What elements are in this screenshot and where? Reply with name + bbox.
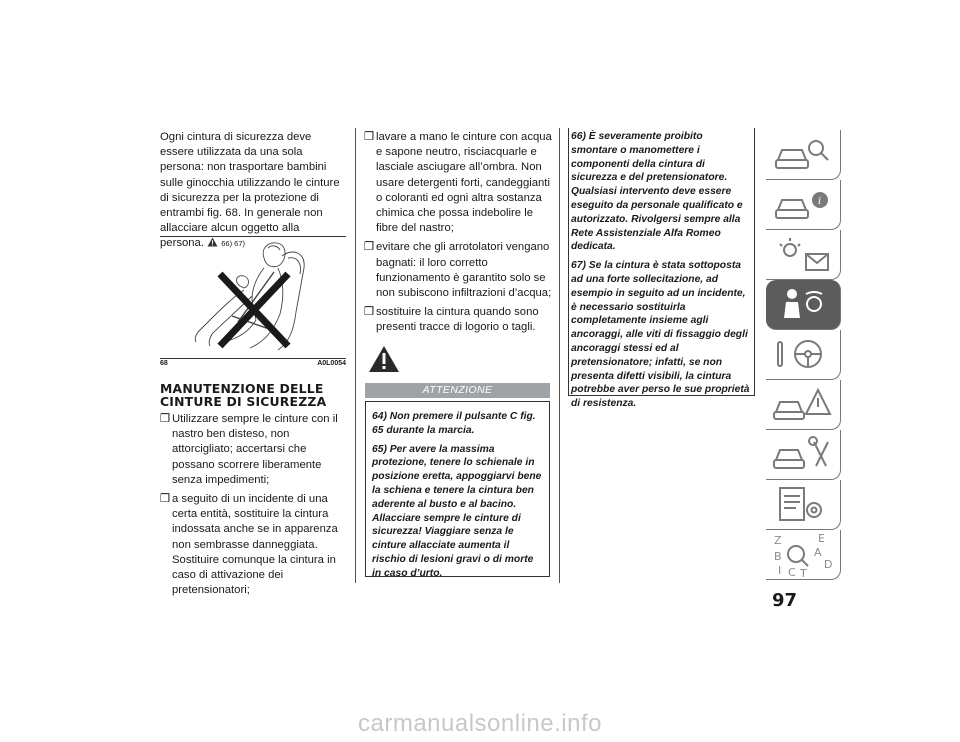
svg-text:A: A <box>814 546 822 559</box>
list-item: ❒ sostituire la cintura quando sono presenti tracce di logorio o tagli. <box>364 306 539 334</box>
warning-light-mail-icon <box>766 230 841 280</box>
svg-text:i: i <box>818 196 822 207</box>
tab-safety[interactable] <box>766 280 841 330</box>
figure-code: A0L0054 <box>317 360 346 367</box>
section-title: MANUTENZIONE DELLE CINTURE DI SICUREZZA <box>160 381 327 409</box>
column-1 <box>160 130 346 253</box>
attention-box <box>365 401 550 577</box>
tab-index[interactable] <box>766 530 841 580</box>
list-item: ❒ lavare a mano le cinture con acqua e sapone neutro, risciacquarle e lasciale asciugare all’ombra. Non usare detergenti forti, candeggianti o coloranti ed ogni altra sostanza chimica che possa indebolire le fibre del nastro; <box>364 131 552 235</box>
intro-text: Ogni cintura di sicurezza deve essere utilizzata da una sola persona: non trasportare bambini sulle ginocchia utilizzando le cinture di sicurezza per la protezione di entrambi fig. 68. In generale non allacciare alcun oggetto alla persona. <box>160 131 340 250</box>
note-64: 64) Non premere il pulsante C fig. 65 durante la marcia. <box>372 411 536 436</box>
car-crash-warning-icon <box>766 380 841 430</box>
checkbox-bullet-icon: ❒ <box>364 131 375 143</box>
maintenance-list-2 <box>364 130 554 340</box>
tab-warning-lights[interactable] <box>766 230 841 280</box>
checkbox-bullet-icon: ❒ <box>160 493 171 506</box>
figure-68 <box>160 236 346 370</box>
watermark: carmanualsonline.info <box>358 710 602 737</box>
svg-text:Z: Z <box>774 534 782 547</box>
car-wrench-icon <box>766 430 841 480</box>
svg-text:E: E <box>818 532 825 545</box>
svg-text:C: C <box>788 566 796 579</box>
note-references: 66) 67) <box>221 239 246 249</box>
checkbox-bullet-icon: ❒ <box>160 413 171 425</box>
spec-list-gear-icon <box>766 480 841 530</box>
tab-car-info[interactable] <box>766 180 841 230</box>
svg-text:D: D <box>824 558 833 571</box>
maintenance-list-1 <box>160 412 350 602</box>
alphabet-index-icon <box>766 530 841 580</box>
tab-car-search[interactable] <box>766 130 841 180</box>
intro-paragraph <box>160 130 346 253</box>
notes-box <box>568 128 755 410</box>
list-item: ❒ evitare che gli arrotolatori vengano bagnati: il loro corretto funzionamento è garantito solo se non subiscono infiltrazioni d’acqua; <box>364 241 552 300</box>
note-66: 66) È severamente proibito smontare o manomettere i componenti della cintura di sicurezza e del pretensionatore. Qualsiasi intervento deve essere eseguito da personale qualificato e autorizzato. Rivolgersi sempre alla Rete Assistenziale Alfa Romeo dedicata. <box>571 131 743 253</box>
steering-wheel-icon <box>766 330 841 380</box>
svg-text:I: I <box>778 564 782 577</box>
attention-title: ATTENZIONE <box>365 383 550 398</box>
tab-driving[interactable] <box>766 330 841 380</box>
page-number: 97 <box>772 590 798 611</box>
car-info-icon <box>766 180 841 230</box>
airbag-seatbelt-icon <box>766 280 841 330</box>
car-search-icon <box>766 130 841 180</box>
svg-text:B: B <box>774 550 782 563</box>
svg-text:T: T <box>800 567 807 580</box>
note-67: 67) Se la cintura è stata sottoposta ad una forte sollecitazione, ad esempio in seguito ad un incidente, è necessario sostituirla completamente insieme agli ancoraggi, alle viti di fissaggio degli ancoraggi stessi ed al pretensionatore; infatti, se non presenta difetti visibili, la cintura potrebbe aver perso le sue proprietà di resistenza. <box>571 260 750 410</box>
warning-triangle-large-icon <box>368 345 400 378</box>
figure-number: 68 <box>160 360 168 367</box>
checkbox-bullet-icon: ❒ <box>364 306 375 319</box>
child-on-lap-illustration <box>160 238 346 358</box>
note-65: 65) Per avere la massima protezione, tenere lo schienale in posizione eretta, appoggiarvi bene la schiena e tenere la cintura ben aderente al busto e al bacino. Allacciare sempre le cinture di sicurezza! Viaggiare senza le cinture allacciate aumenta il rischio di lesioni gravi o di morte in caso d’urto. <box>372 443 542 579</box>
tab-emergency[interactable] <box>766 380 841 430</box>
list-item: ❒ Utilizzare sempre le cinture con il nastro ben disteso, non attorcigliato; accertarsi che possano scorrere liberamente senza impedimenti; <box>160 413 338 486</box>
tab-specifications[interactable] <box>766 480 841 530</box>
checkbox-bullet-icon: ❒ <box>364 241 375 254</box>
tab-maintenance[interactable] <box>766 430 841 480</box>
list-item: ❒ a seguito di un incidente di una certa entità, sostituire la cintura indossata anche se in apparenza non sembrasse danneggiata. Sostituire comunque la cintura in caso di attivazione dei pretensionatori; <box>160 493 338 597</box>
